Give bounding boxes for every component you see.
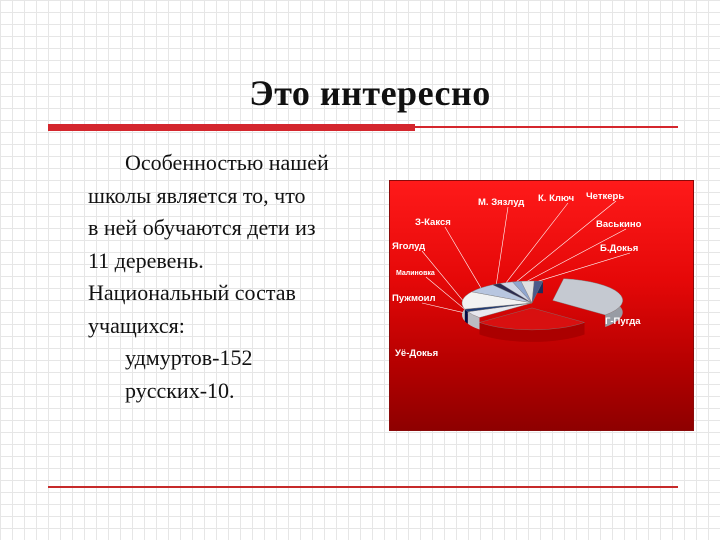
slice-label: Б.Докья bbox=[600, 243, 639, 254]
body-line: Национальный состав bbox=[88, 280, 296, 305]
body-text bbox=[88, 147, 388, 407]
slice-label: Г-Пугда bbox=[605, 316, 641, 327]
title-divider-line bbox=[415, 126, 678, 128]
footer-divider-line bbox=[48, 486, 678, 488]
slice-label: Яголуд bbox=[392, 241, 426, 252]
body-line: учащихся: bbox=[88, 312, 185, 338]
pie-chart bbox=[390, 181, 694, 431]
slice-label: К. Ключ bbox=[538, 193, 575, 204]
pie-slices bbox=[462, 279, 623, 342]
slice-label: Пужмоил bbox=[392, 293, 436, 304]
title-accent-bar bbox=[48, 124, 415, 131]
pie-chart-panel bbox=[389, 180, 694, 431]
slice-label: Малиновка bbox=[396, 270, 435, 277]
body-line: школы является то, что bbox=[88, 182, 306, 208]
body-line: русских-10. bbox=[125, 377, 235, 403]
body-line: удмуртов-152 bbox=[125, 345, 253, 370]
leader-line bbox=[517, 201, 616, 282]
pie-slice bbox=[553, 279, 623, 315]
leader-line bbox=[539, 253, 630, 281]
slice-label: Уё-Докья bbox=[395, 348, 439, 359]
body-line: в ней обучаются дети из bbox=[88, 215, 316, 240]
body-line: 11 деревень. bbox=[88, 247, 204, 273]
slice-label: Четкерь bbox=[586, 191, 625, 202]
leader-line bbox=[528, 229, 626, 281]
slice-label: З-Какся bbox=[415, 217, 451, 228]
leader-line bbox=[445, 227, 481, 288]
body-line: Особенностью нашей bbox=[125, 150, 329, 175]
slide-title: Это интересно bbox=[249, 73, 491, 113]
leader-line bbox=[496, 207, 508, 284]
leader-line bbox=[506, 203, 568, 283]
slice-label: Васькино bbox=[596, 219, 642, 230]
slice-label: М. Зязлуд bbox=[478, 197, 525, 208]
